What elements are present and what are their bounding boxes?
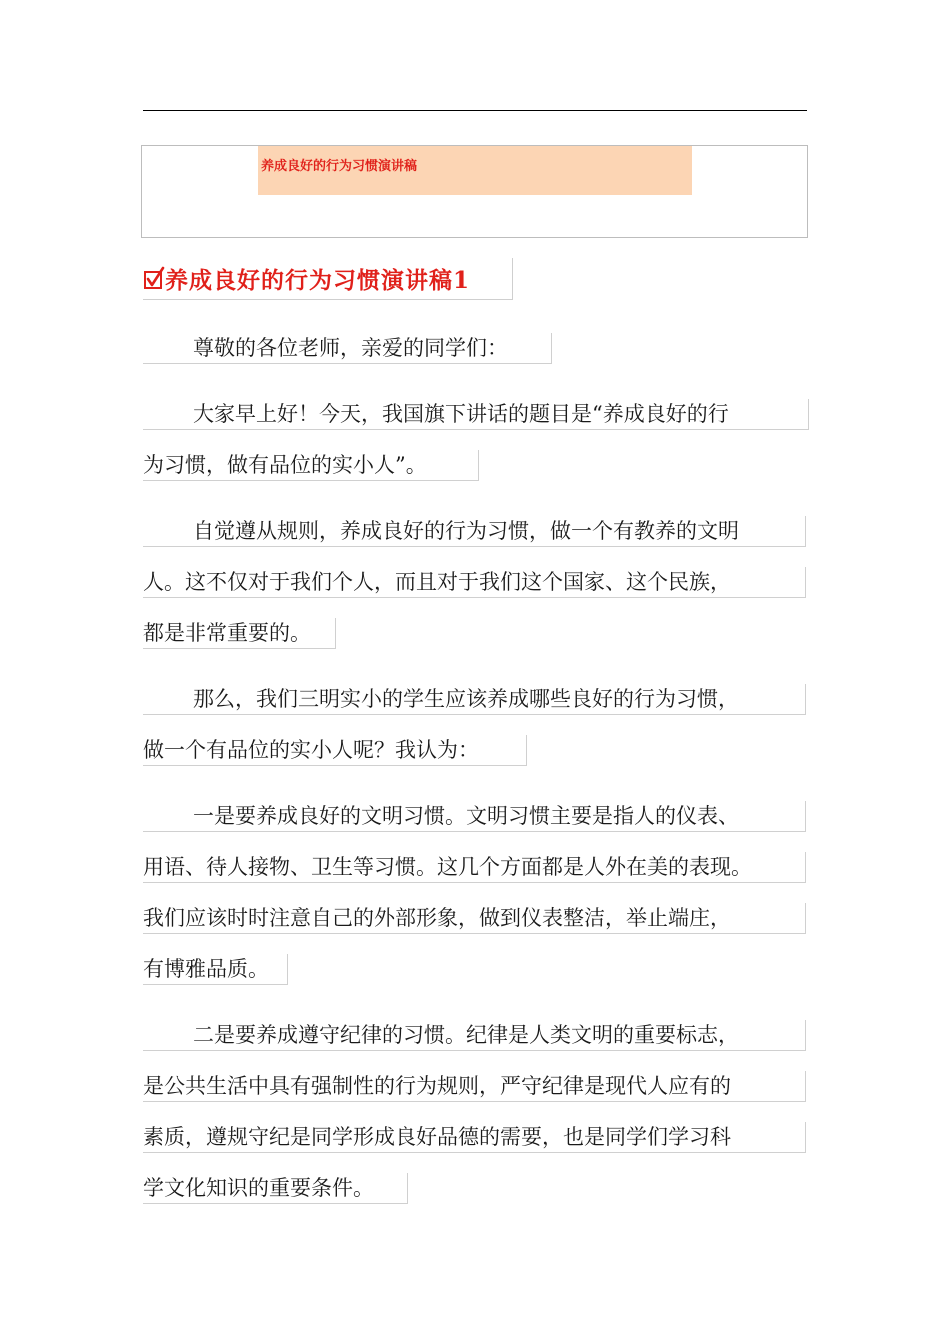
paragraph-line: 用语、待人接物、卫生等习惯。这几个方面都是人外在美的表现。 xyxy=(143,852,806,883)
paragraph-line: 人。这不仅对于我们个人，而且对于我们这个国家、这个民族， xyxy=(143,567,806,598)
paragraph-line: 学文化知识的重要条件。 xyxy=(143,1173,408,1204)
paragraph-line: 有博雅品质。 xyxy=(143,954,288,985)
paragraph-line: 都是非常重要的。 xyxy=(143,618,336,649)
paragraph-line: 是公共生活中具有强制性的行为规则，严守纪律是现代人应有的 xyxy=(143,1071,806,1102)
paragraph-line: 一是要养成良好的文明习惯。文明习惯主要是指人的仪表、 xyxy=(143,801,806,832)
section-heading xyxy=(143,258,513,300)
checkbox-checked-icon xyxy=(143,266,165,290)
paragraph-line: 二是要养成遵守纪律的习惯。纪律是人类文明的重要标志， xyxy=(143,1020,806,1051)
paragraph-line: 尊敬的各位老师，亲爱的同学们： xyxy=(143,333,552,364)
heading-text: 养成良好的行为习惯演讲稿1 xyxy=(165,267,471,294)
paragraph-line: 为习惯，做有品位的实小人”。 xyxy=(143,450,479,481)
top-rule xyxy=(143,110,807,111)
paragraph-line: 大家早上好！今天，我国旗下讲话的题目是“养成良好的行 xyxy=(143,399,809,430)
paragraph-line: 素质，遵规守纪是同学形成良好品德的需要，也是同学们学习科 xyxy=(143,1122,806,1153)
paragraph-line: 做一个有品位的实小人呢？我认为： xyxy=(143,735,527,766)
paragraph-line: 那么，我们三明实小的学生应该养成哪些良好的行为习惯， xyxy=(143,684,806,715)
paragraph-line: 自觉遵从规则，养成良好的行为习惯，做一个有教养的文明 xyxy=(143,516,806,547)
paragraph-line: 我们应该时时注意自己的外部形象，做到仪表整洁，举止端庄， xyxy=(143,903,806,934)
header-band xyxy=(258,146,692,195)
header-title: 养成良好的行为习惯演讲稿 xyxy=(261,159,418,174)
document-header xyxy=(141,145,808,238)
